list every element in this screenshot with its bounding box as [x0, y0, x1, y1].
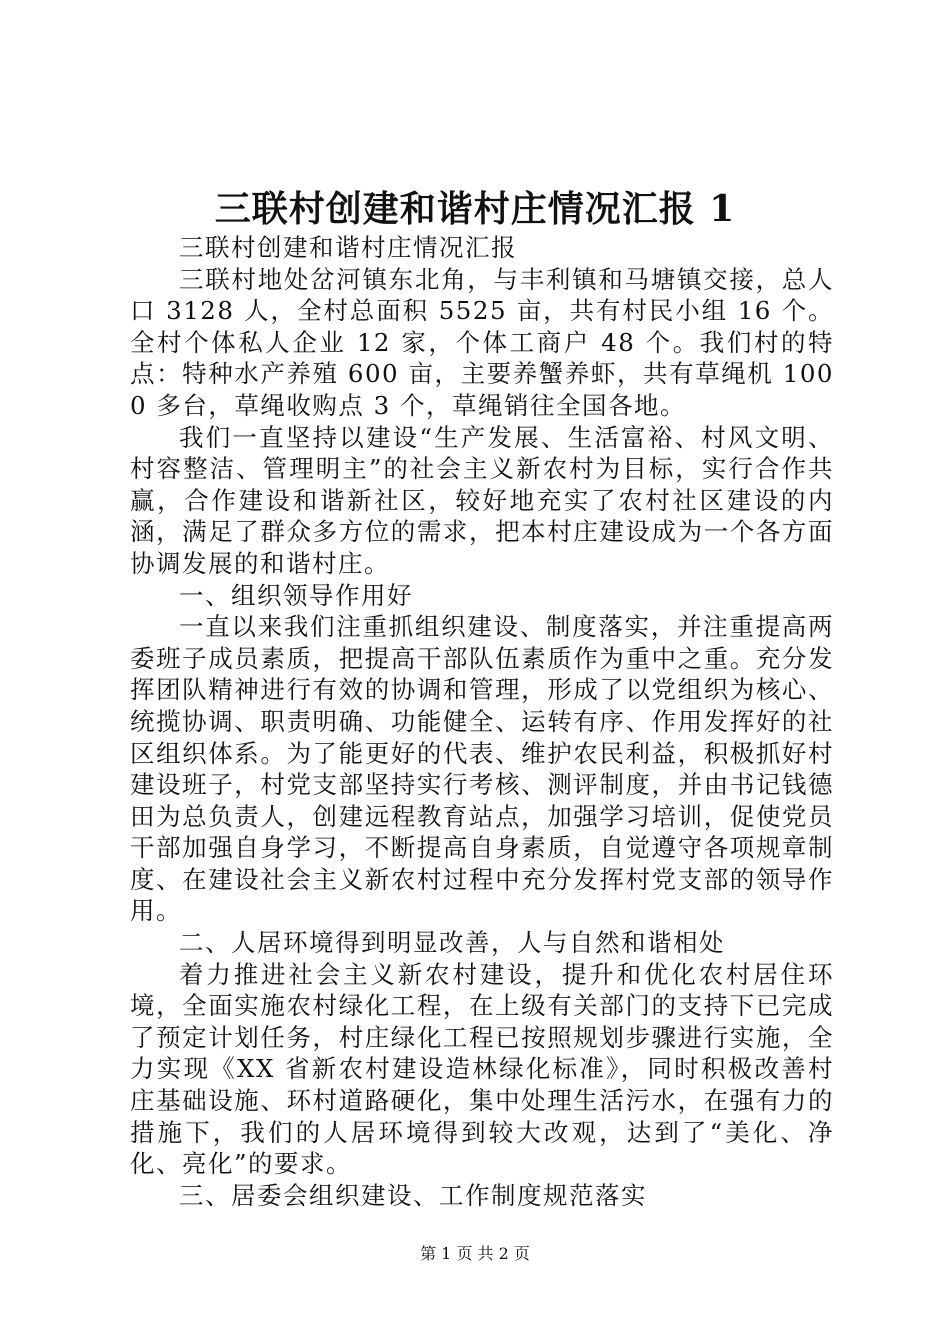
- paragraph-subtitle: 三联村创建和谐村庄情况汇报: [179, 233, 517, 262]
- section-heading-3: 三、居委会组织建设、工作制度规范落实: [179, 1180, 647, 1210]
- document-body: [130, 232, 834, 1211]
- paragraph-environment: 着力推进社会主义新农村建设，提升和优化农村居住环境，全面实施农村绿化工程，在上级有关部门的支持下已完成了预定计划任务，村庄绿化工程已按照规划步骤进行实施，全力实现《XX 省新农村建设造林绿化标准》，同时积极改善村庄基础设施、环村道路硬化，集中处理生活污水，在强有力的措施下，我们的人居环境得到较大改观，达到了“美化、净化、亮化”的要求。: [130, 959, 834, 1179]
- paragraph-goals: 我们一直坚持以建设“生产发展、生活富裕、村风文明、村容整洁、管理明主”的社会主义新农村为目标，实行合作共赢，合作建设和谐新社区，较好地充实了农村社区建设的内涵，满足了群众多方位的需求，把本村庄建设成为一个各方面协调发展的和谐村庄。: [130, 422, 834, 578]
- section-heading-1: 一、组织领导作用好: [179, 580, 413, 610]
- document-title: 三联村创建和谐村庄情况汇报 1: [214, 188, 736, 230]
- page-footer: 第 1 页 共 2 页: [420, 1244, 530, 1263]
- paragraph-organization: 一直以来我们注重抓组织建设、制度落实，并注重提高两委班子成员素质，把提高干部队伍素质作为重中之重。充分发挥团队精神进行有效的协调和管理，形成了以党组织为核心、统揽协调、职责明确、功能健全、运转有序、作用发挥好的社区组织体系。为了能更好的代表、维护农民利益，积极抓好村建设班子，村党支部坚持实行考核、测评制度，并由书记钱德田为总负责人，创建远程教育站点，加强学习培训，促使党员干部加强自身学习，不断提高自身素质，自觉遵守各项规章制度、在建设社会主义新农村过程中充分发挥村党支部的领导作用。: [130, 612, 834, 926]
- paragraph-village-overview: 三联村地处岔河镇东北角，与丰利镇和马塘镇交接，总人口 3128 人，全村总面积 5525 亩，共有村民小组 16 个。全村个体私人企业 12 家，个体工商户 48 个。我们村的特点：特种水产养殖 600 亩，主要养蟹养虾，共有草绳机 1000 多台，草绳收购点 3 个，草绳销往全国各地。: [130, 264, 834, 420]
- section-heading-2: 二、人居环境得到明显改善，人与自然和谐相处: [179, 928, 725, 958]
